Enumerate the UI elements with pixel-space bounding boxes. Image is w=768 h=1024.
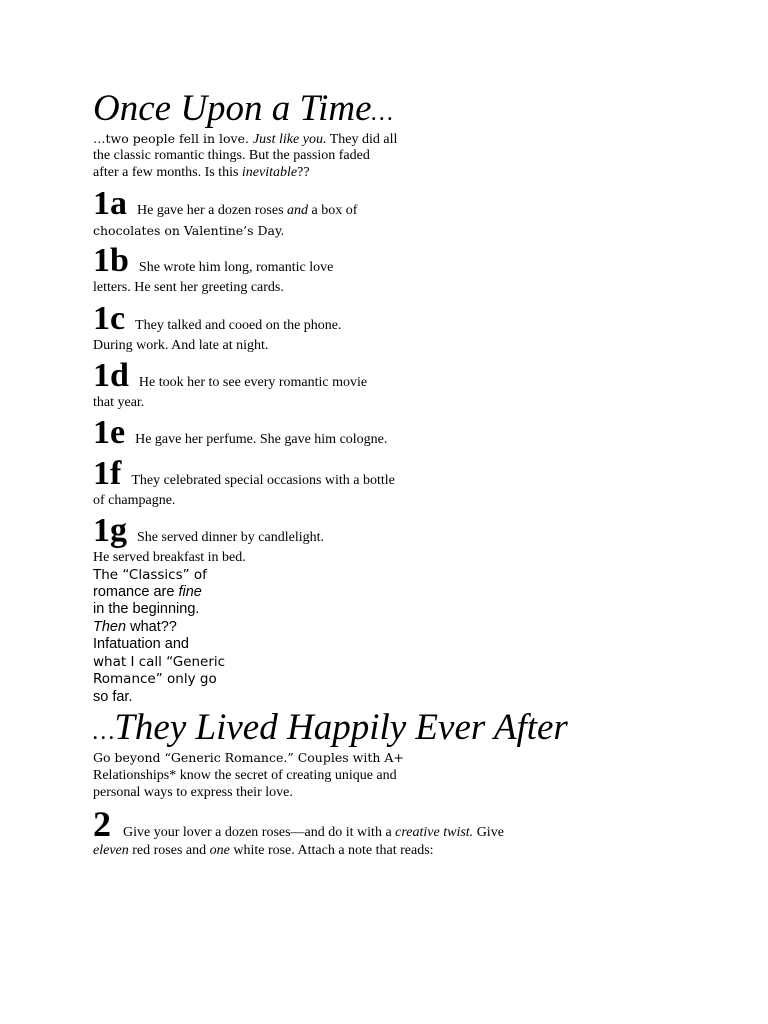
aside-line-7: Romance” only go — [93, 671, 217, 687]
list-item-1g-cont: He served breakfast in bed. — [93, 550, 246, 565]
list-item-1d: 1d He took her to see every romantic movie — [93, 357, 368, 394]
list-item-2-cont: eleven red roses and one white rose. Attach a note that reads: — [93, 843, 434, 858]
list-item-1a-cont: chocolates on Valentine’s Day. — [93, 223, 285, 238]
intro-line-2: the classic romantic things. But the passion faded — [93, 148, 370, 163]
list-item-1f: 1f They celebrated special occasions with a bottle — [93, 455, 395, 492]
aside-line-2: romance are fine — [93, 584, 202, 600]
aside-line-4: Then what?? — [93, 619, 177, 635]
para2-line-2: Relationships* know the secret of creating unique and — [93, 768, 397, 783]
para2-line-1: Go beyond “Generic Romance.” Couples with A+ — [93, 750, 404, 765]
list-item-1d-cont: that year. — [93, 395, 145, 410]
aside-line-5: Infatuation and — [93, 636, 189, 652]
list-item-1c-cont: During work. And late at night. — [93, 338, 269, 353]
intro-line-1: …two people fell in love. Just like you. They did all — [93, 131, 398, 147]
heading-text: Once Upon a Time — [93, 88, 372, 129]
heading-happily-ever-after — [93, 708, 568, 752]
aside-line-8: so far. — [93, 689, 133, 705]
para2-line-3: personal ways to express their love. — [93, 785, 293, 800]
list-item-2: 2 Give your lover a dozen roses—and do it with a creative twist. Give — [93, 804, 504, 844]
heading-ellipsis: … — [371, 100, 393, 126]
intro-line-3: after a few months. Is this inevitable?? — [93, 165, 310, 180]
aside-line-6: what I call “Generic — [93, 654, 226, 670]
list-item-1b-cont: letters. He sent her greeting cards. — [93, 280, 284, 295]
list-item-1e: 1e He gave her perfume. She gave him cologne. — [93, 414, 388, 451]
list-item-1f-cont: of champagne. — [93, 493, 176, 508]
aside-line-1: The “Classics” of — [93, 567, 207, 583]
heading-ellipsis: … — [93, 719, 115, 745]
list-item-1g: 1g She served dinner by candlelight. — [93, 512, 325, 549]
document-page — [93, 0, 693, 1024]
list-item-1a: 1a He gave her a dozen roses and a box of — [93, 185, 358, 222]
list-item-1c: 1c They talked and cooed on the phone. — [93, 300, 342, 337]
heading-text: They Lived Happily Ever After — [114, 707, 568, 748]
heading-once-upon-a-time — [93, 89, 393, 133]
aside-line-3: in the beginning. — [93, 601, 200, 617]
list-item-1b: 1b She wrote him long, romantic love — [93, 242, 334, 279]
